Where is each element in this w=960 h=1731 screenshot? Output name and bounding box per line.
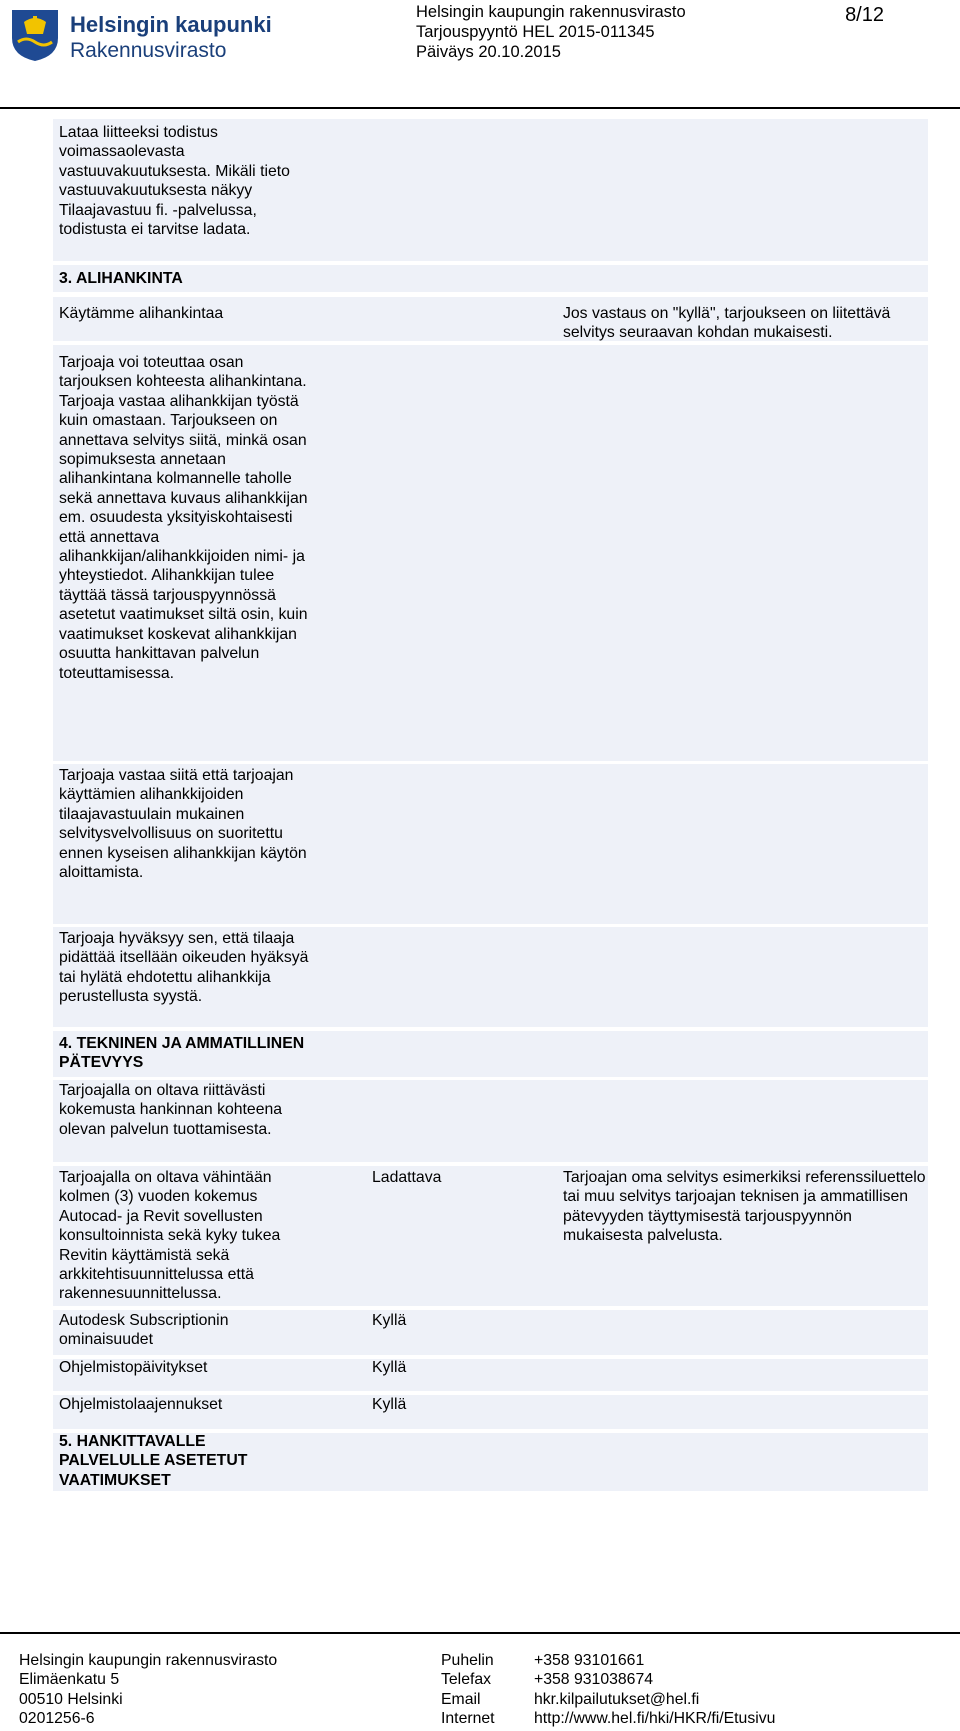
alihankinta-description: Tarjoaja voi toteuttaa osan tarjouksen kohteesta alihankintana. Tarjoaja vastaa alihankkijan työstä kuin omastaan. Tarjoukseen on annettava selvitys siitä, minkä osan sopimuksesta annetaan alihankintana kolmannelle taholle sekä annettava kuvaus alihankkijan em. osuudesta yksityiskohtaisesti että annettava alihankkijan/alihankkijoiden nimi- ja yhteystiedot. Alihankkijan tulee täyttää tässä tarjouspyynnössä asetetut vaatimukset siltä osin, kuin vaatimukset koskevat alihankkijan osuutta hankittavan palvelun toteuttamisessa. (59, 354, 308, 682)
alihankinta-hyvaksy: Tarjoaja hyväksyy sen, että tilaaja pidättää itsellään oikeuden hyäksyä tai hylätä ehdotettu alihankkija perustellusta syystä. (59, 930, 309, 1006)
selvitys-note: Tarjoajan oma selvitys esimerkiksi referenssiluettelo tai muu selvitys tarjoajan teknisen ja ammatillisen pätevyyden täyttymisestä tarjouspyynnön mukaisesta palvelusta. (563, 1169, 926, 1245)
footer-street: Elimäenkatu 5 (19, 1671, 120, 1689)
footer-fax: +358 931038674 (534, 1671, 654, 1689)
autodesk-label: Autodesk Subscriptionin ominaisuudet (59, 1312, 229, 1349)
footer-label-internet: Internet (441, 1710, 495, 1728)
paivitykset-label: Ohjelmistopäivitykset (59, 1359, 208, 1376)
footer-website-link[interactable]: http://www.hel.fi/hki/HKR/fi/Etusivu (534, 1710, 776, 1728)
footer-contact-labels (441, 1651, 495, 1729)
footer-label-fax: Telefax (441, 1671, 492, 1689)
kokemus-requirement: Tarjoajalla on oltava riittävästi kokemusta hankinnan kohteena olevan palvelun tuottamisesta. (59, 1082, 283, 1138)
section-4-title: 4. TEKNINEN JA AMMATILLINEN PÄTEVYYS (59, 1035, 305, 1072)
org-name-line2: Rakennusvirasto (70, 39, 227, 62)
alihankinta-note: Jos vastaus on "kyllä", tarjoukseen on liitettävä selvitys seuraavan kohdan mukaisesti. (563, 305, 891, 342)
footer-phone: +358 93101661 (534, 1652, 645, 1669)
footer-contact-values (534, 1651, 775, 1729)
header-rule (0, 107, 960, 109)
section-5-title: 5. HANKITTAVALLE PALVELULLE ASETETUT VAATIMUKSET (59, 1433, 248, 1489)
footer-address (19, 1651, 277, 1729)
footer-agency: Helsingin kaupungin rakennusvirasto (19, 1652, 278, 1669)
header-agency: Helsingin kaupungin rakennusvirasto (416, 3, 686, 21)
footer-business-id: 0201256-6 (19, 1710, 95, 1728)
footer-label-email: Email (441, 1690, 481, 1708)
header-tender-id: Tarjouspyyntö HEL 2015-011345 (416, 23, 655, 41)
laajennukset-label: Ohjelmistolaajennukset (59, 1396, 223, 1413)
autodesk-value: Kyllä (372, 1312, 407, 1329)
laajennukset-value: Kyllä (372, 1396, 407, 1413)
header-date: Päiväys 20.10.2015 (416, 43, 561, 61)
footer-city: 00510 Helsinki (19, 1690, 123, 1708)
section-3-title: 3. ALIHANKINTA (59, 270, 183, 287)
page-number: 8/12 (845, 4, 884, 26)
alihankinta-vastuu: Tarjoaja vastaa siitä että tarjoajan käyttämien alihankkijoiden tilaajavastuulain mukainen selvitysvelvollisuus on suoritettu ennen kyseisen alihankkijan käytön aloittamista. (59, 767, 307, 882)
kolme-vuotta-requirement: Tarjoajalla on oltava vähintään kolmen (3) vuoden kokemus Autocad- ja Revit sovellusten konsultoinnista sekä kyky tukea Revitin käyttämistä sekä arkkitehtisuunnittelussa että rakennesuunnittelussa. (59, 1169, 281, 1303)
footer-label-phone: Puhelin (441, 1652, 494, 1669)
helsinki-crest-logo (10, 8, 60, 62)
paivitykset-value: Kyllä (372, 1359, 407, 1376)
footer-email-link[interactable]: hkr.kilpailutukset@hel.fi (534, 1690, 700, 1708)
liite-text: Lataa liitteeksi todistus voimassaolevasta vastuuvakuutuksesta. Mikäli tieto vastuuvakuutuksesta näkyy Tilaajavastuu fi. -palvelussa, todistusta ei tarvitse ladata. (59, 124, 290, 239)
ladattava-value: Ladattava (372, 1169, 442, 1186)
document-header-info (416, 2, 686, 62)
organization-name (70, 12, 272, 64)
footer-rule (0, 1632, 960, 1634)
alihankinta-question: Käytämme alihankintaa (59, 305, 224, 322)
org-name-line1: Helsingin kaupunki (70, 12, 272, 37)
